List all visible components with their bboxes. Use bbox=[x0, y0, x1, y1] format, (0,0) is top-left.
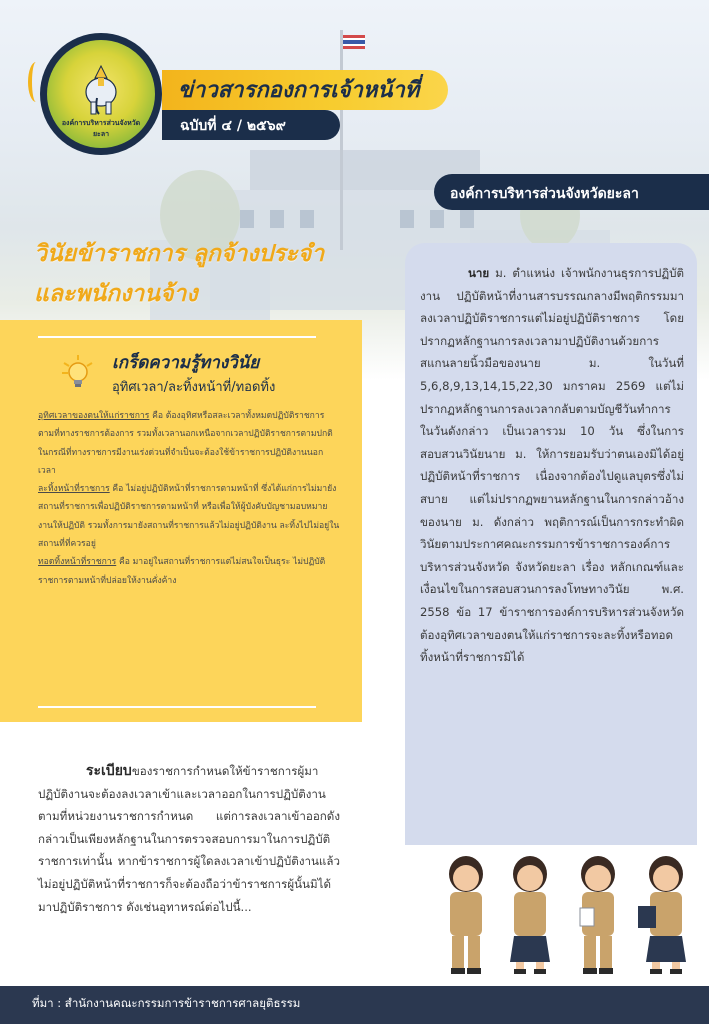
regulation-text bbox=[38, 760, 340, 918]
case-text bbox=[420, 262, 684, 669]
case-body: ม. ตำแหน่ง เจ้าพนักงานธุรการปฏิบัติงาน ปฏิบัติหน้าที่งานสารบรรณกลางมีพฤติกรรมมาลงเวลาปฏิบัติราชการแต่ไม่อยู่ปฏิบัติราชการ โดยปรากฏหลักฐานการลงเวลามาปฏิบัติงานด้วยการสแกนลายนิ้วมือของนาย ม. ในวันที่ 5,6,8,9,13,14,15,22,30 มกราคม 2569 แต่ไม่ปรากฏหลักฐานการลงเวลากลับตามบัญชีวันทำการในวันดังกล่าว เป็นเวลารวม 10 วัน ซึ่งในการสอบสวนวินัยนาย ม. ให้การยอมรับว่าตนเองมิได้อยู่ปฏิบัติหน้าที่ราชการ เนื่องจากต้องไปดูแลบุตรซึ่งไม่สบาย แต่ไม่ปรากฏพยานหลักฐานในการกล่าวอ้างของนาย ม. ดังกล่าว พฤติการณ์เป็นการกระทำผิดวินัยตามประกาศคณะกรรมการข้าราชการองค์การบริหารส่วนจังหวัด จังหวัดยะลา เรื่อง หลักเกณฑ์และเงื่อนไขในการสอบสวนการลงโทษทางวินัย พ.ศ. 2558 ข้อ 17 ข้าราชการองค์การบริหารส่วนจังหวัดต้องอุทิศเวลาของตนให้แก่ราชการจะละทิ้งหรือทอดทิ้งหน้าที่ราชการมิได้ bbox=[420, 266, 684, 665]
source-credit: ที่มา : สำนักงานคณะกรรมการข้าราชการศาลยุติธรรม bbox=[32, 996, 301, 1010]
definitions-list bbox=[38, 407, 340, 590]
official-figure-3 bbox=[580, 856, 615, 974]
definition-text: คือ มาอยู่ในสถานที่ราชการแต่ไม่สนใจเป็นธุระ ไม่ปฏิบัติราชการตามหน้าที่ปล่อยให้งานคั่งค้าง bbox=[38, 557, 326, 586]
definition-term: ทอดทิ้งหน้าที่ราชการ bbox=[38, 557, 117, 568]
tips-bottom-divider bbox=[38, 706, 316, 708]
tips-subtitle: อุทิศเวลา/ละทิ้งหน้าที่/ทอดทิ้ง bbox=[112, 380, 276, 395]
definition-item bbox=[38, 480, 340, 553]
newsletter-title: ข่าวสารกองการเจ้าหน้าที่ bbox=[178, 78, 420, 103]
official-figure-1 bbox=[449, 856, 483, 974]
definition-item bbox=[38, 407, 340, 480]
org-logo bbox=[40, 33, 162, 155]
definition-term: อุทิศเวลาของตนให้แก่ราชการ bbox=[38, 411, 150, 421]
issue-label: ฉบับที่ ๔ / ๒๕๖๙ bbox=[180, 118, 286, 134]
logo-org-text: องค์การบริหารส่วนจังหวัดยะลา bbox=[61, 119, 141, 138]
definition-item bbox=[38, 553, 340, 590]
elephant-emblem-icon bbox=[81, 58, 121, 118]
org-name: องค์การบริหารส่วนจังหวัดยะลา bbox=[450, 186, 639, 202]
regulation-body: ของราชการกำหนดให้ข้าราชการผู้มาปฏิบัติงานจะต้องลงเวลาเข้าและเวลาออกในการปฏิบัติงานตามที่หน่วยงานราชการกำหนด แต่การลงเวลาเข้าออกดังกล่าวเป็นเพียงหลักฐานในการตรวจสอบการมาในการปฏิบัติราชการเท่านั้น หากข้าราชการผู้ใดลงเวลาเข้าปฏิบัติงานแล้วไม่อยู่ปฏิบัติหน้าที่ราชการก็จะต้องถือว่าข้าราชการผู้นั้นมิได้มาปฏิบัติราชการ ดังเช่นอุทาหรณ์ต่อไปนี้... bbox=[38, 764, 340, 914]
tips-top-divider bbox=[38, 336, 316, 338]
definition-text: คือ ไม่อยู่ปฏิบัติหน้าที่ราชการตามหน้าที่ ซึ่งได้แก่การไม่มายังสถานที่ราชการเพื่อปฏิบัติราชการตามหน้าที่ หรือเพื่อให้ผู้บังคับบัญชามอบหมายงานให้ปฏิบัติ รวมทั้งการมายังสถานที่ราชการแล้วไม่อยู่ปฏิบัติงาน ละทิ้งไปไม่อยู่ในสถานที่ที่ควรอยู่ bbox=[38, 484, 340, 550]
page-headline bbox=[34, 234, 364, 314]
headline-line-1: วินัยข้าราชการ ลูกจ้างประจำ bbox=[34, 241, 325, 267]
tips-title: เกร็ดความรู้ทางวินัย bbox=[112, 353, 260, 373]
civil-servants-illustration bbox=[430, 848, 702, 976]
definition-term: ละทิ้งหน้าที่ราชการ bbox=[38, 484, 110, 495]
official-figure-4 bbox=[638, 856, 686, 974]
definition-text: คือ ต้องอุทิศหรือสละเวลาทั้งหมดปฏิบัติราชการตามที่ทางราชการต้องการ รวมทั้งเวลานอกเหนือจากเวลาปฏิบัติราชการตามปกติในกรณีที่ทางราชการมีงานเร่งด่วนที่จำเป็นจะต้องใช้ข้าราชการปฏิบัติงานนอกเวลา bbox=[38, 411, 333, 476]
lightbulb-icon bbox=[60, 353, 96, 393]
official-figure-2 bbox=[510, 856, 550, 974]
regulation-lead: ระเบียบ bbox=[86, 763, 132, 779]
headline-line-2: และพนักงานจ้าง bbox=[34, 281, 198, 307]
case-lead: นาย bbox=[468, 266, 490, 280]
